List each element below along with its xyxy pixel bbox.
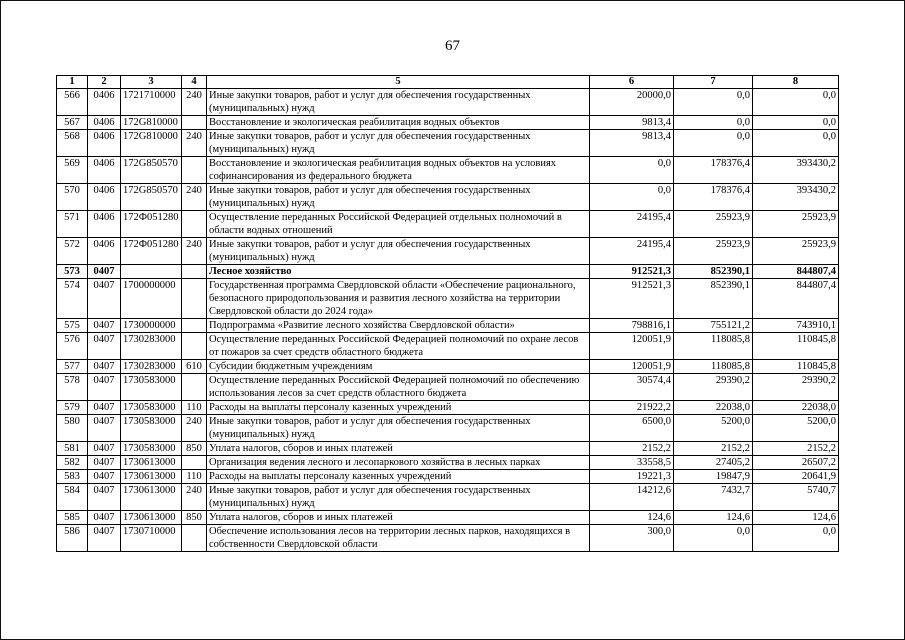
- expense-type-cell: 240: [182, 415, 207, 442]
- table-body: [57, 89, 839, 552]
- target-article-cell: 1721710000: [121, 89, 182, 116]
- amount-col8-cell: 393430,2: [753, 157, 839, 184]
- table-row: [57, 484, 839, 511]
- column-header: 1: [57, 76, 88, 89]
- amount-col6-cell: 9813,4: [590, 130, 674, 157]
- target-article-cell: 172Ф051280: [121, 238, 182, 265]
- amount-col7-cell: 178376,4: [674, 184, 753, 211]
- amount-col8-cell: 393430,2: [753, 184, 839, 211]
- table-row: [57, 130, 839, 157]
- amount-col6-cell: 912521,3: [590, 265, 674, 279]
- item-name-cell: Восстановление и экологическая реабилитация водных объектов на условиях софинансирования из федерального бюджета: [207, 157, 590, 184]
- section-code-cell: 0407: [88, 401, 121, 415]
- target-article-cell: 172G810000: [121, 130, 182, 157]
- amount-col7-cell: 2152,2: [674, 442, 753, 456]
- expense-type-cell: 240: [182, 130, 207, 157]
- amount-col6-cell: 33558,5: [590, 456, 674, 470]
- item-name-cell: Осуществление переданных Российской Федерацией полномочий по охране лесов от пожаров за счет средств областного бюджета: [207, 333, 590, 360]
- amount-col6-cell: 14212,6: [590, 484, 674, 511]
- amount-col7-cell: 178376,4: [674, 157, 753, 184]
- amount-col7-cell: 118085,8: [674, 333, 753, 360]
- table-row: [57, 415, 839, 442]
- table-row: [57, 401, 839, 415]
- item-name-cell: Иные закупки товаров, работ и услуг для обеспечения государственных (муниципальных) нужд: [207, 130, 590, 157]
- amount-col8-cell: 0,0: [753, 89, 839, 116]
- table-header-row: [57, 76, 839, 89]
- table-row: [57, 279, 839, 319]
- row-number-cell: 577: [57, 360, 88, 374]
- amount-col7-cell: 19847,9: [674, 470, 753, 484]
- amount-col8-cell: 124,6: [753, 511, 839, 525]
- amount-col7-cell: 124,6: [674, 511, 753, 525]
- amount-col8-cell: 25923,9: [753, 211, 839, 238]
- target-article-cell: 172Ф051280: [121, 211, 182, 238]
- section-code-cell: 0407: [88, 333, 121, 360]
- amount-col6-cell: 19221,3: [590, 470, 674, 484]
- section-code-cell: 0407: [88, 319, 121, 333]
- expense-type-cell: 110: [182, 401, 207, 415]
- target-article-cell: 1730583000: [121, 442, 182, 456]
- target-article-cell: 172G850570: [121, 157, 182, 184]
- target-article-cell: 1730000000: [121, 319, 182, 333]
- expense-type-cell: 850: [182, 511, 207, 525]
- section-code-cell: 0406: [88, 238, 121, 265]
- section-code-cell: 0407: [88, 511, 121, 525]
- amount-col6-cell: 120051,9: [590, 360, 674, 374]
- section-code-cell: 0407: [88, 265, 121, 279]
- item-name-cell: Уплата налогов, сборов и иных платежей: [207, 511, 590, 525]
- amount-col6-cell: 21922,2: [590, 401, 674, 415]
- expense-type-cell: 110: [182, 470, 207, 484]
- item-name-cell: Обеспечение использования лесов на территории лесных парков, находящихся в собственности Свердловской области: [207, 525, 590, 552]
- expense-type-cell: 240: [182, 238, 207, 265]
- target-article-cell: 1730613000: [121, 456, 182, 470]
- section-code-cell: 0406: [88, 89, 121, 116]
- amount-col6-cell: 20000,0: [590, 89, 674, 116]
- table-row: [57, 374, 839, 401]
- target-article-cell: [121, 265, 182, 279]
- amount-col6-cell: 24195,4: [590, 238, 674, 265]
- row-number-cell: 585: [57, 511, 88, 525]
- row-number-cell: 578: [57, 374, 88, 401]
- amount-col7-cell: 755121,2: [674, 319, 753, 333]
- amount-col6-cell: 24195,4: [590, 211, 674, 238]
- row-number-cell: 571: [57, 211, 88, 238]
- target-article-cell: 1730613000: [121, 484, 182, 511]
- target-article-cell: 1730283000: [121, 333, 182, 360]
- amount-col8-cell: 2152,2: [753, 442, 839, 456]
- amount-col8-cell: 110845,8: [753, 360, 839, 374]
- amount-col6-cell: 798816,1: [590, 319, 674, 333]
- row-number-cell: 580: [57, 415, 88, 442]
- amount-col7-cell: 27405,2: [674, 456, 753, 470]
- amount-col8-cell: 743910,1: [753, 319, 839, 333]
- expense-type-cell: [182, 319, 207, 333]
- target-article-cell: 1730583000: [121, 415, 182, 442]
- row-number-cell: 569: [57, 157, 88, 184]
- row-number-cell: 579: [57, 401, 88, 415]
- amount-col7-cell: 0,0: [674, 116, 753, 130]
- amount-col6-cell: 912521,3: [590, 279, 674, 319]
- amount-col6-cell: 120051,9: [590, 333, 674, 360]
- expense-type-cell: [182, 525, 207, 552]
- amount-col6-cell: 0,0: [590, 157, 674, 184]
- amount-col7-cell: 5200,0: [674, 415, 753, 442]
- row-number-cell: 581: [57, 442, 88, 456]
- section-code-cell: 0407: [88, 279, 121, 319]
- target-article-cell: 1730583000: [121, 401, 182, 415]
- item-name-cell: Субсидии бюджетным учреждениям: [207, 360, 590, 374]
- budget-table: [56, 75, 839, 552]
- expense-type-cell: [182, 211, 207, 238]
- item-name-cell: Иные закупки товаров, работ и услуг для обеспечения государственных (муниципальных) нужд: [207, 89, 590, 116]
- section-code-cell: 0407: [88, 360, 121, 374]
- row-number-cell: 567: [57, 116, 88, 130]
- column-header: 5: [207, 76, 590, 89]
- amount-col6-cell: 6500,0: [590, 415, 674, 442]
- amount-col6-cell: 9813,4: [590, 116, 674, 130]
- amount-col6-cell: 2152,2: [590, 442, 674, 456]
- amount-col7-cell: 22038,0: [674, 401, 753, 415]
- table-row: [57, 511, 839, 525]
- section-code-cell: 0407: [88, 456, 121, 470]
- amount-col8-cell: 0,0: [753, 525, 839, 552]
- table-row: [57, 238, 839, 265]
- section-code-cell: 0406: [88, 184, 121, 211]
- target-article-cell: 172G850570: [121, 184, 182, 211]
- section-code-cell: 0407: [88, 415, 121, 442]
- amount-col6-cell: 300,0: [590, 525, 674, 552]
- amount-col8-cell: 20641,9: [753, 470, 839, 484]
- table-row: [57, 116, 839, 130]
- table-row: [57, 456, 839, 470]
- item-name-cell: Восстановление и экологическая реабилитация водных объектов: [207, 116, 590, 130]
- section-code-cell: 0407: [88, 484, 121, 511]
- amount-col7-cell: 852390,1: [674, 265, 753, 279]
- table-row: [57, 442, 839, 456]
- row-number-cell: 573: [57, 265, 88, 279]
- amount-col8-cell: 5740,7: [753, 484, 839, 511]
- table-row: [57, 157, 839, 184]
- item-name-cell: Уплата налогов, сборов и иных платежей: [207, 442, 590, 456]
- item-name-cell: Организация ведения лесного и лесопаркового хозяйства в лесных парках: [207, 456, 590, 470]
- row-number-cell: 582: [57, 456, 88, 470]
- amount-col7-cell: 25923,9: [674, 211, 753, 238]
- row-number-cell: 574: [57, 279, 88, 319]
- expense-type-cell: 240: [182, 484, 207, 511]
- target-article-cell: 1730613000: [121, 511, 182, 525]
- row-number-cell: 568: [57, 130, 88, 157]
- row-number-cell: 570: [57, 184, 88, 211]
- column-header: 4: [182, 76, 207, 89]
- column-header: 3: [121, 76, 182, 89]
- expense-type-cell: [182, 265, 207, 279]
- amount-col6-cell: 124,6: [590, 511, 674, 525]
- amount-col7-cell: 0,0: [674, 525, 753, 552]
- target-article-cell: 1730710000: [121, 525, 182, 552]
- expense-type-cell: [182, 374, 207, 401]
- section-code-cell: 0406: [88, 211, 121, 238]
- target-article-cell: 1730613000: [121, 470, 182, 484]
- expense-type-cell: 240: [182, 89, 207, 116]
- expense-type-cell: 240: [182, 184, 207, 211]
- amount-col8-cell: 22038,0: [753, 401, 839, 415]
- expense-type-cell: [182, 116, 207, 130]
- row-number-cell: 576: [57, 333, 88, 360]
- row-number-cell: 572: [57, 238, 88, 265]
- column-header: 6: [590, 76, 674, 89]
- column-header: 2: [88, 76, 121, 89]
- amount-col7-cell: 0,0: [674, 130, 753, 157]
- expense-type-cell: 850: [182, 442, 207, 456]
- target-article-cell: 1700000000: [121, 279, 182, 319]
- row-number-cell: 584: [57, 484, 88, 511]
- amount-col7-cell: 852390,1: [674, 279, 753, 319]
- amount-col8-cell: 110845,8: [753, 333, 839, 360]
- section-code-cell: 0406: [88, 130, 121, 157]
- section-code-cell: 0407: [88, 525, 121, 552]
- item-name-cell: Иные закупки товаров, работ и услуг для обеспечения государственных (муниципальных) нужд: [207, 238, 590, 265]
- amount-col8-cell: 29390,2: [753, 374, 839, 401]
- table-row: [57, 265, 839, 279]
- target-article-cell: 1730283000: [121, 360, 182, 374]
- amount-col7-cell: 0,0: [674, 89, 753, 116]
- item-name-cell: Иные закупки товаров, работ и услуг для обеспечения государственных (муниципальных) нужд: [207, 484, 590, 511]
- amount-col8-cell: 844807,4: [753, 265, 839, 279]
- expense-type-cell: [182, 157, 207, 184]
- column-header: 8: [753, 76, 839, 89]
- expense-type-cell: [182, 333, 207, 360]
- amount-col8-cell: 25923,9: [753, 238, 839, 265]
- amount-col7-cell: 118085,8: [674, 360, 753, 374]
- row-number-cell: 566: [57, 89, 88, 116]
- target-article-cell: 172G810000: [121, 116, 182, 130]
- row-number-cell: 583: [57, 470, 88, 484]
- item-name-cell: Расходы на выплаты персоналу казенных учреждений: [207, 401, 590, 415]
- item-name-cell: Иные закупки товаров, работ и услуг для обеспечения государственных (муниципальных) нужд: [207, 415, 590, 442]
- amount-col7-cell: 29390,2: [674, 374, 753, 401]
- amount-col6-cell: 30574,4: [590, 374, 674, 401]
- amount-col8-cell: 844807,4: [753, 279, 839, 319]
- section-code-cell: 0407: [88, 470, 121, 484]
- item-name-cell: Осуществление переданных Российской Федерацией полномочий по обеспечению использования лесов за счет средств областного бюджета: [207, 374, 590, 401]
- row-number-cell: 586: [57, 525, 88, 552]
- amount-col8-cell: 0,0: [753, 130, 839, 157]
- table-row: [57, 360, 839, 374]
- item-name-cell: Лесное хозяйство: [207, 265, 590, 279]
- table-row: [57, 184, 839, 211]
- amount-col7-cell: 25923,9: [674, 238, 753, 265]
- table-row: [57, 525, 839, 552]
- amount-col8-cell: 5200,0: [753, 415, 839, 442]
- section-code-cell: 0406: [88, 157, 121, 184]
- amount-col8-cell: 26507,2: [753, 456, 839, 470]
- section-code-cell: 0407: [88, 374, 121, 401]
- item-name-cell: Подпрограмма «Развитие лесного хозяйства Свердловской области»: [207, 319, 590, 333]
- expense-type-cell: 610: [182, 360, 207, 374]
- item-name-cell: Государственная программа Свердловской области «Обеспечение рационального, безопасного природопользования и развития лесного хозяйства на территории Свердловской области до 2024 года»: [207, 279, 590, 319]
- target-article-cell: 1730583000: [121, 374, 182, 401]
- table-row: [57, 319, 839, 333]
- row-number-cell: 575: [57, 319, 88, 333]
- table-row: [57, 211, 839, 238]
- table-row: [57, 470, 839, 484]
- expense-type-cell: [182, 456, 207, 470]
- item-name-cell: Осуществление переданных Российской Федерацией отдельных полномочий в области водных отношений: [207, 211, 590, 238]
- item-name-cell: Иные закупки товаров, работ и услуг для обеспечения государственных (муниципальных) нужд: [207, 184, 590, 211]
- table-row: [57, 333, 839, 360]
- amount-col8-cell: 0,0: [753, 116, 839, 130]
- item-name-cell: Расходы на выплаты персоналу казенных учреждений: [207, 470, 590, 484]
- expense-type-cell: [182, 279, 207, 319]
- amount-col7-cell: 7432,7: [674, 484, 753, 511]
- page-number: 67: [445, 38, 460, 54]
- section-code-cell: 0406: [88, 116, 121, 130]
- amount-col6-cell: 0,0: [590, 184, 674, 211]
- section-code-cell: 0407: [88, 442, 121, 456]
- table-row: [57, 89, 839, 116]
- column-header: 7: [674, 76, 753, 89]
